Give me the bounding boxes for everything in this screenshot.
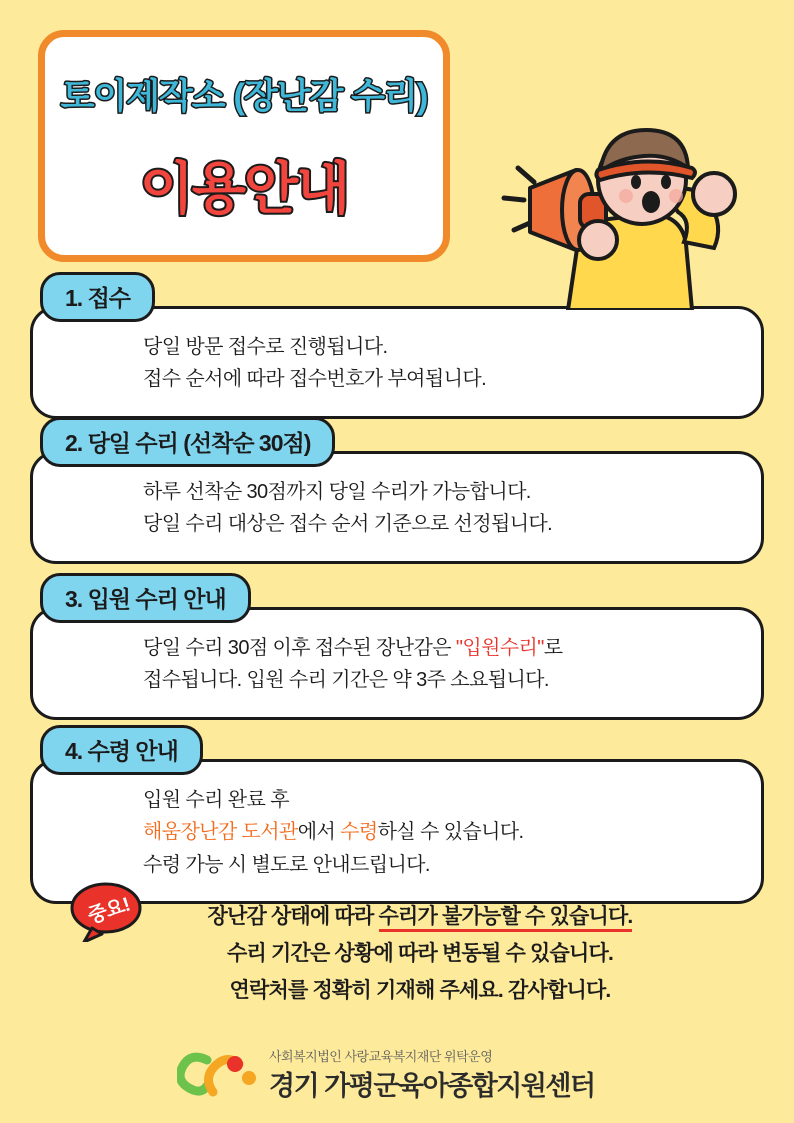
section-3-line-2: 접수됩니다. 입원 수리 기간은 약 3주 소요됩니다. <box>143 669 549 692</box>
section-3-body <box>30 607 764 720</box>
section-3-line-1 <box>143 634 733 662</box>
center-logo-icon <box>177 1046 263 1104</box>
section-2-body <box>30 451 764 564</box>
important-lines <box>90 900 750 1011</box>
footer <box>0 1040 794 1115</box>
important-line-3: 연락처를 정확히 기재해 주세요. 감사합니다. <box>229 979 611 1002</box>
important-stamp <box>68 880 142 942</box>
important-line-2: 수리 기간은 상황에 따라 변동될 수 있습니다. <box>227 942 613 965</box>
title-line-2: 이용안내 <box>139 157 349 220</box>
section-4-line-2 <box>143 818 733 846</box>
footer-inner <box>177 1040 617 1110</box>
title-line-1: 토이제작소 (장난감 수리) <box>60 77 428 116</box>
section-4-highlight-pickup: 수령 <box>340 821 378 844</box>
section-3 <box>30 573 764 720</box>
important-line-1-pre: 장난감 상태에 따라 <box>207 905 379 928</box>
section-2 <box>30 417 764 564</box>
footer-subtitle: 사회복지법인 사랑교육복지재단 위탁운영 <box>269 1049 493 1064</box>
section-2-tab: 2. 당일 수리 (선착순 30점) <box>40 417 335 467</box>
section-2-line-2: 당일 수리 대상은 접수 순서 기준으로 선정됩니다. <box>143 513 553 536</box>
section-1-line-1: 당일 방문 접수로 진행됩니다. <box>143 336 388 358</box>
section-3-highlight: "입원수리" <box>455 637 544 659</box>
section-1-tab: 1. 접수 <box>40 272 155 322</box>
section-3-line-1-part-1: 당일 수리 30점 이후 접수된 장난감은 <box>143 637 456 659</box>
section-1-body <box>30 306 764 419</box>
section-3-tab: 3. 입원 수리 안내 <box>40 573 251 623</box>
section-4-highlight-place: 해움장난감 도서관 <box>143 821 298 844</box>
mascot-illustration <box>430 120 760 310</box>
section-4-tab: 4. 수령 안내 <box>40 725 203 775</box>
footer-organization: 경기 가평군육아종합지원센터 <box>269 1071 595 1101</box>
important-line-1 <box>90 900 750 930</box>
section-4-line-2-part-2: 에서 <box>297 821 341 844</box>
important-stamp-label: 중요! <box>85 893 133 928</box>
section-4 <box>30 725 764 904</box>
section-4-line-1: 입원 수리 완료 후 <box>143 789 289 811</box>
section-2-line-1: 하루 선착순 30점까지 당일 수리가 가능합니다. <box>143 481 531 503</box>
title-banner <box>38 30 450 262</box>
section-4-line-3: 수령 가능 시 별도로 안내드립니다. <box>143 853 430 876</box>
section-4-line-2-part-4: 하실 수 있습니다. <box>377 821 524 844</box>
section-1-line-2: 접수 순서에 따라 접수번호가 부여됩니다. <box>143 368 487 391</box>
section-3-line-1-part-3: 로 <box>543 637 563 659</box>
important-line-1-underlined: 수리가 불가능할 수 있습니다. <box>379 905 633 932</box>
